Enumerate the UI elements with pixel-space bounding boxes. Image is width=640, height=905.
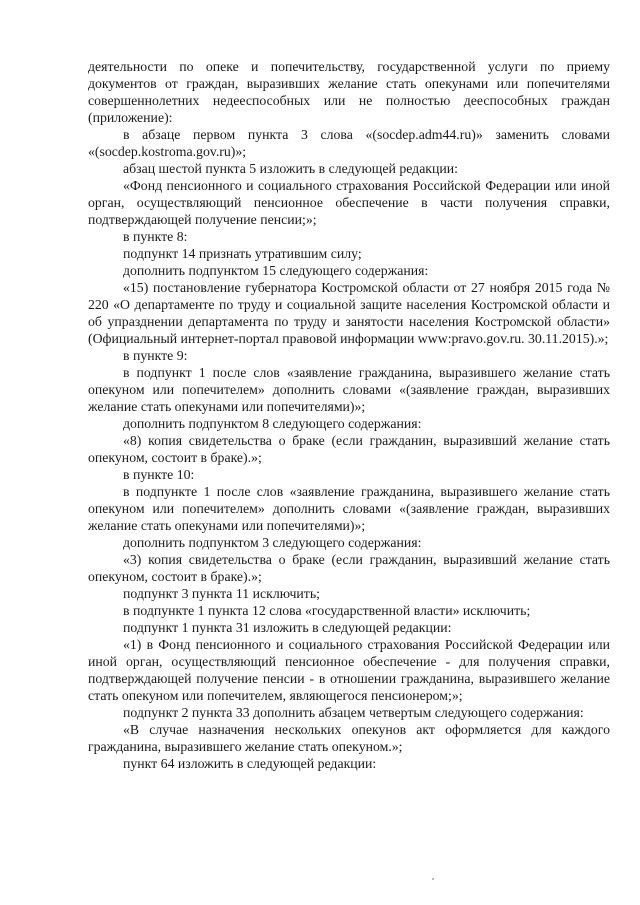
paragraph: подпункт 2 пункта 33 дополнить абзацем четвертым следующего содержания: [123,705,584,720]
paragraph: «8) копия свидетельства о браке (если гражданин, выразивший желание стать опекуном, состоит в браке).»; [88,433,610,465]
paragraph: дополнить подпунктом 8 следующего содержания: [123,416,422,431]
paragraph: подпункт 1 пункта 31 изложить в следующей редакции: [123,620,452,635]
paragraph: «В случае назначения нескольких опекунов акт оформляется для каждого гражданина, выразившего желание стать опекуном.»; [88,722,610,754]
paragraph: в подпункте 1 пункта 12 слова «государственной власти» исключить; [123,603,531,618]
paragraph: в подпункте 1 после слов «заявление гражданина, выразившего желание стать опекуном или попечителем» дополнить словами «(заявление граждан, выразивших желание стать опекунами или попечителями)»; [88,484,610,533]
paragraph: дополнить подпунктом 3 следующего содержания: [123,535,422,550]
paragraph: в абзаце первом пункта 3 слова «(socdep.adm44.ru)» заменить словами «(socdep.kostroma.gov.ru)»; [88,127,610,159]
paragraph: в пункте 10: [123,467,195,482]
paragraph: абзац шестой пункта 5 изложить в следующей редакции: [123,161,458,176]
paragraph: дополнить подпунктом 15 следующего содержания: [123,263,429,278]
paragraph: «1) в Фонд пенсионного и социального страхования Российской Федерации или иной орган, осуществляющий пенсионное обеспечение - для получения справки, подтверждающей получение пенсии - в отношении гражданина, выразившего желание стать опекуном или попечителем, являющегося пенсионером;»; [88,637,610,703]
scan-speck [432,878,434,880]
document-body [88,58,610,772]
paragraph: «15) постановление губернатора Костромской области от 27 ноября 2015 года № 220 «О департаменте по труду и социальной защите населения Костромской области и об упразднении департамента по труду и занятости населения Костромской области» (Официальный интернет-портал правовой информации www:pravo.gov.ru. 30.11.2015).»; [88,280,610,346]
paragraph: подпункт 14 признать утратившим силу; [123,246,362,261]
paragraph: деятельности по опеке и попечительству, государственной услуги по приему документов от граждан, выразивших желание стать опекунами или попечителями совершеннолетних недееспособных или не полностью дееспособных граждан (приложение): [88,59,610,125]
paragraph: «Фонд пенсионного и социального страхования Российской Федерации или иной орган, осуществляющий пенсионное обеспечение в части получения справки, подтверждающей получение пенсии;»; [88,178,610,227]
paragraph: в подпункт 1 после слов «заявление гражданина, выразившего желание стать опекуном или попечителем» дополнить словами «(заявление граждан, выразивших желание стать опекунами или попечителями)»; [88,365,610,414]
paragraph: «3) копия свидетельства о браке (если гражданин, выразивший желание стать опекуном, состоит в браке).»; [88,552,610,584]
paragraph: в пункте 9: [123,348,188,363]
paragraph: подпункт 3 пункта 11 исключить; [123,586,320,601]
paragraph: пункт 64 изложить в следующей редакции: [123,756,377,771]
paragraph: в пункте 8: [123,229,188,244]
